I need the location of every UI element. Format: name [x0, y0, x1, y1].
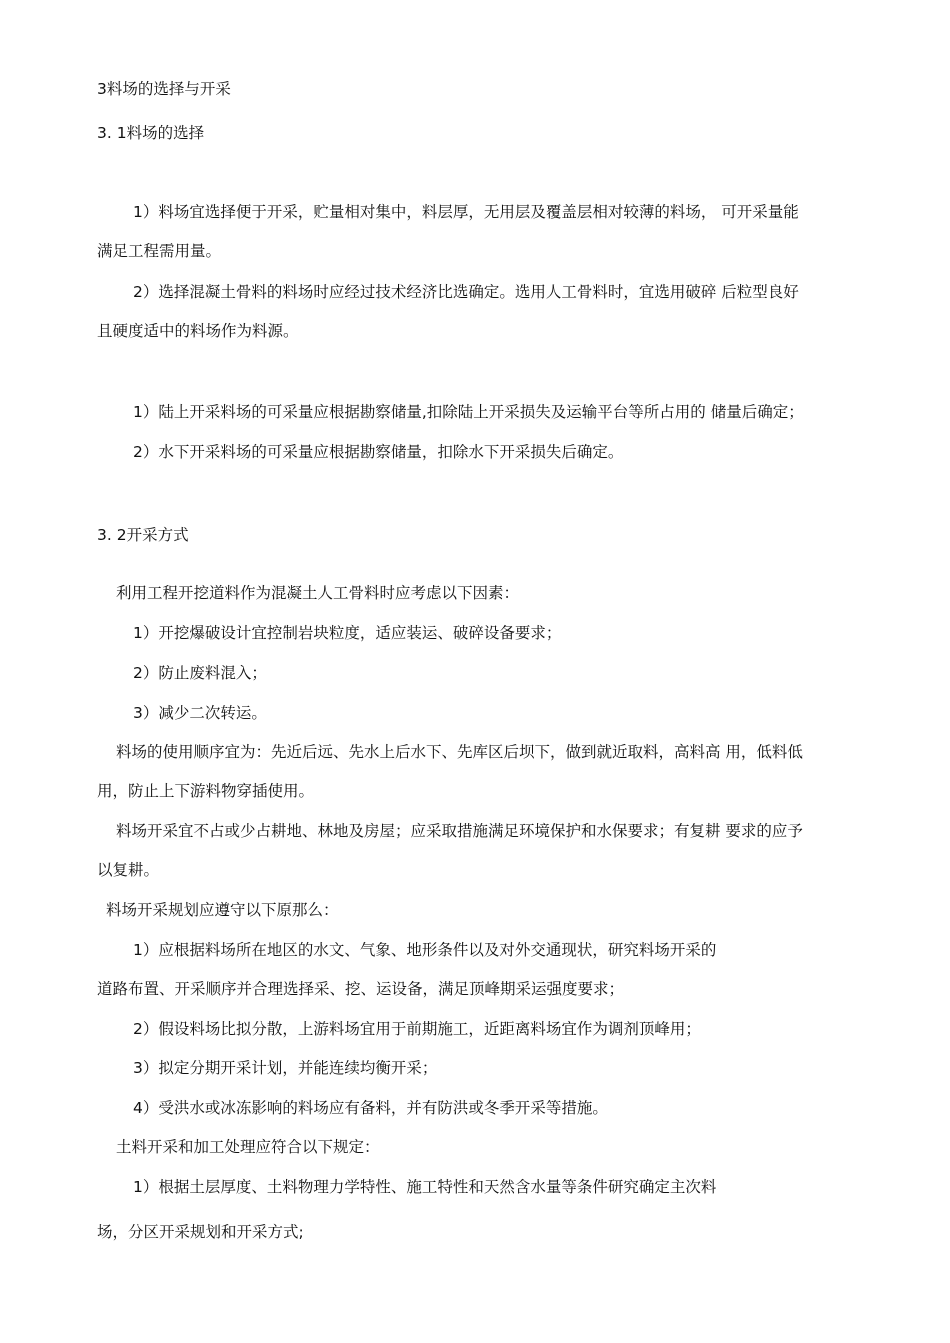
soil-item-1-line-1: 1）根据土层厚度、土料物理力学特性、施工特性和天然含水量等条件研究确定主次料: [133, 1178, 717, 1196]
excavation-intro: 利用工程开挖道料作为混凝土人工骨料时应考虑以下因素：: [116, 584, 520, 602]
soil-item-1-line-2: 场，分区开采规划和开采方式;: [97, 1223, 304, 1241]
selection-item-1-line-2: 满足工程需用量。: [97, 242, 222, 260]
selection-item-2-line-2: 且硬度适中的料场作为料源。: [97, 322, 299, 340]
planning-intro: 料场开采规划应遵守以下原那么：: [106, 901, 339, 919]
section-heading-3: 3料场的选择与开采: [97, 80, 231, 98]
planning-item-4: 4）受洪水或冰冻影响的料场应有备料，并有防洪或冬季开采等措施。: [133, 1099, 608, 1117]
reserve-item-2: 2）水下开采料场的可采量应根据勘察储量，扣除水下开采损失后确定。: [133, 443, 624, 461]
excavation-item-1: 1）开挖爆破设计宜控制岩块粒度，适应装运、破碎设备要求；: [133, 624, 562, 642]
selection-item-2-line-1: 2）选择混凝土骨料的料场时应经过技术经济比选确定。选用人工骨料时，宜选用破碎 后粒型良好: [133, 283, 799, 301]
reserve-item-1: 1）陆上开采料场的可采量应根据勘察储量,扣除陆上开采损失及运输平台等所占用的 储量后确定；: [133, 403, 804, 421]
land-use-line-2: 以复耕。: [97, 861, 160, 879]
soil-intro: 土料开采和加工处理应符合以下规定：: [116, 1138, 380, 1156]
usage-order-line-1: 料场的使用顺序宜为：先近后远、先水上后水下、先库区后坝下，做到就近取料，高料高 用，低料低: [116, 743, 803, 761]
excavation-item-2: 2）防止废料混入；: [133, 664, 267, 682]
excavation-item-3: 3）减少二次转运。: [133, 704, 267, 722]
section-heading-3-1: 3. 1料场的选择: [97, 124, 205, 142]
planning-item-1-line-1: 1）应根据料场所在地区的水文、气象、地形条件以及对外交通现状，研究料场开采的: [133, 941, 717, 959]
usage-order-line-2: 用，防止上下游料物穿插使用。: [97, 782, 315, 800]
planning-item-1-line-2: 道路布置、开采顺序并合理选择采、挖、运设备，满足顶峰期采运强度要求；: [97, 980, 625, 998]
land-use-line-1: 料场开采宜不占或少占耕地、林地及房屋；应采取措施满足环境保护和水保要求；有复耕 要求的应予: [116, 822, 803, 840]
section-heading-3-2: 3. 2开采方式: [97, 526, 189, 544]
planning-item-2: 2）假设料场比拟分散，上游料场宜用于前期施工，近距离料场宜作为调剂顶峰用；: [133, 1020, 701, 1038]
selection-item-1-line-1: 1）料场宜选择便于开采，贮量相对集中，料层厚，无用层及覆盖层相对较薄的料场， 可开采量能: [133, 203, 799, 221]
planning-item-3: 3）拟定分期开采计划，并能连续均衡开采；: [133, 1059, 438, 1077]
